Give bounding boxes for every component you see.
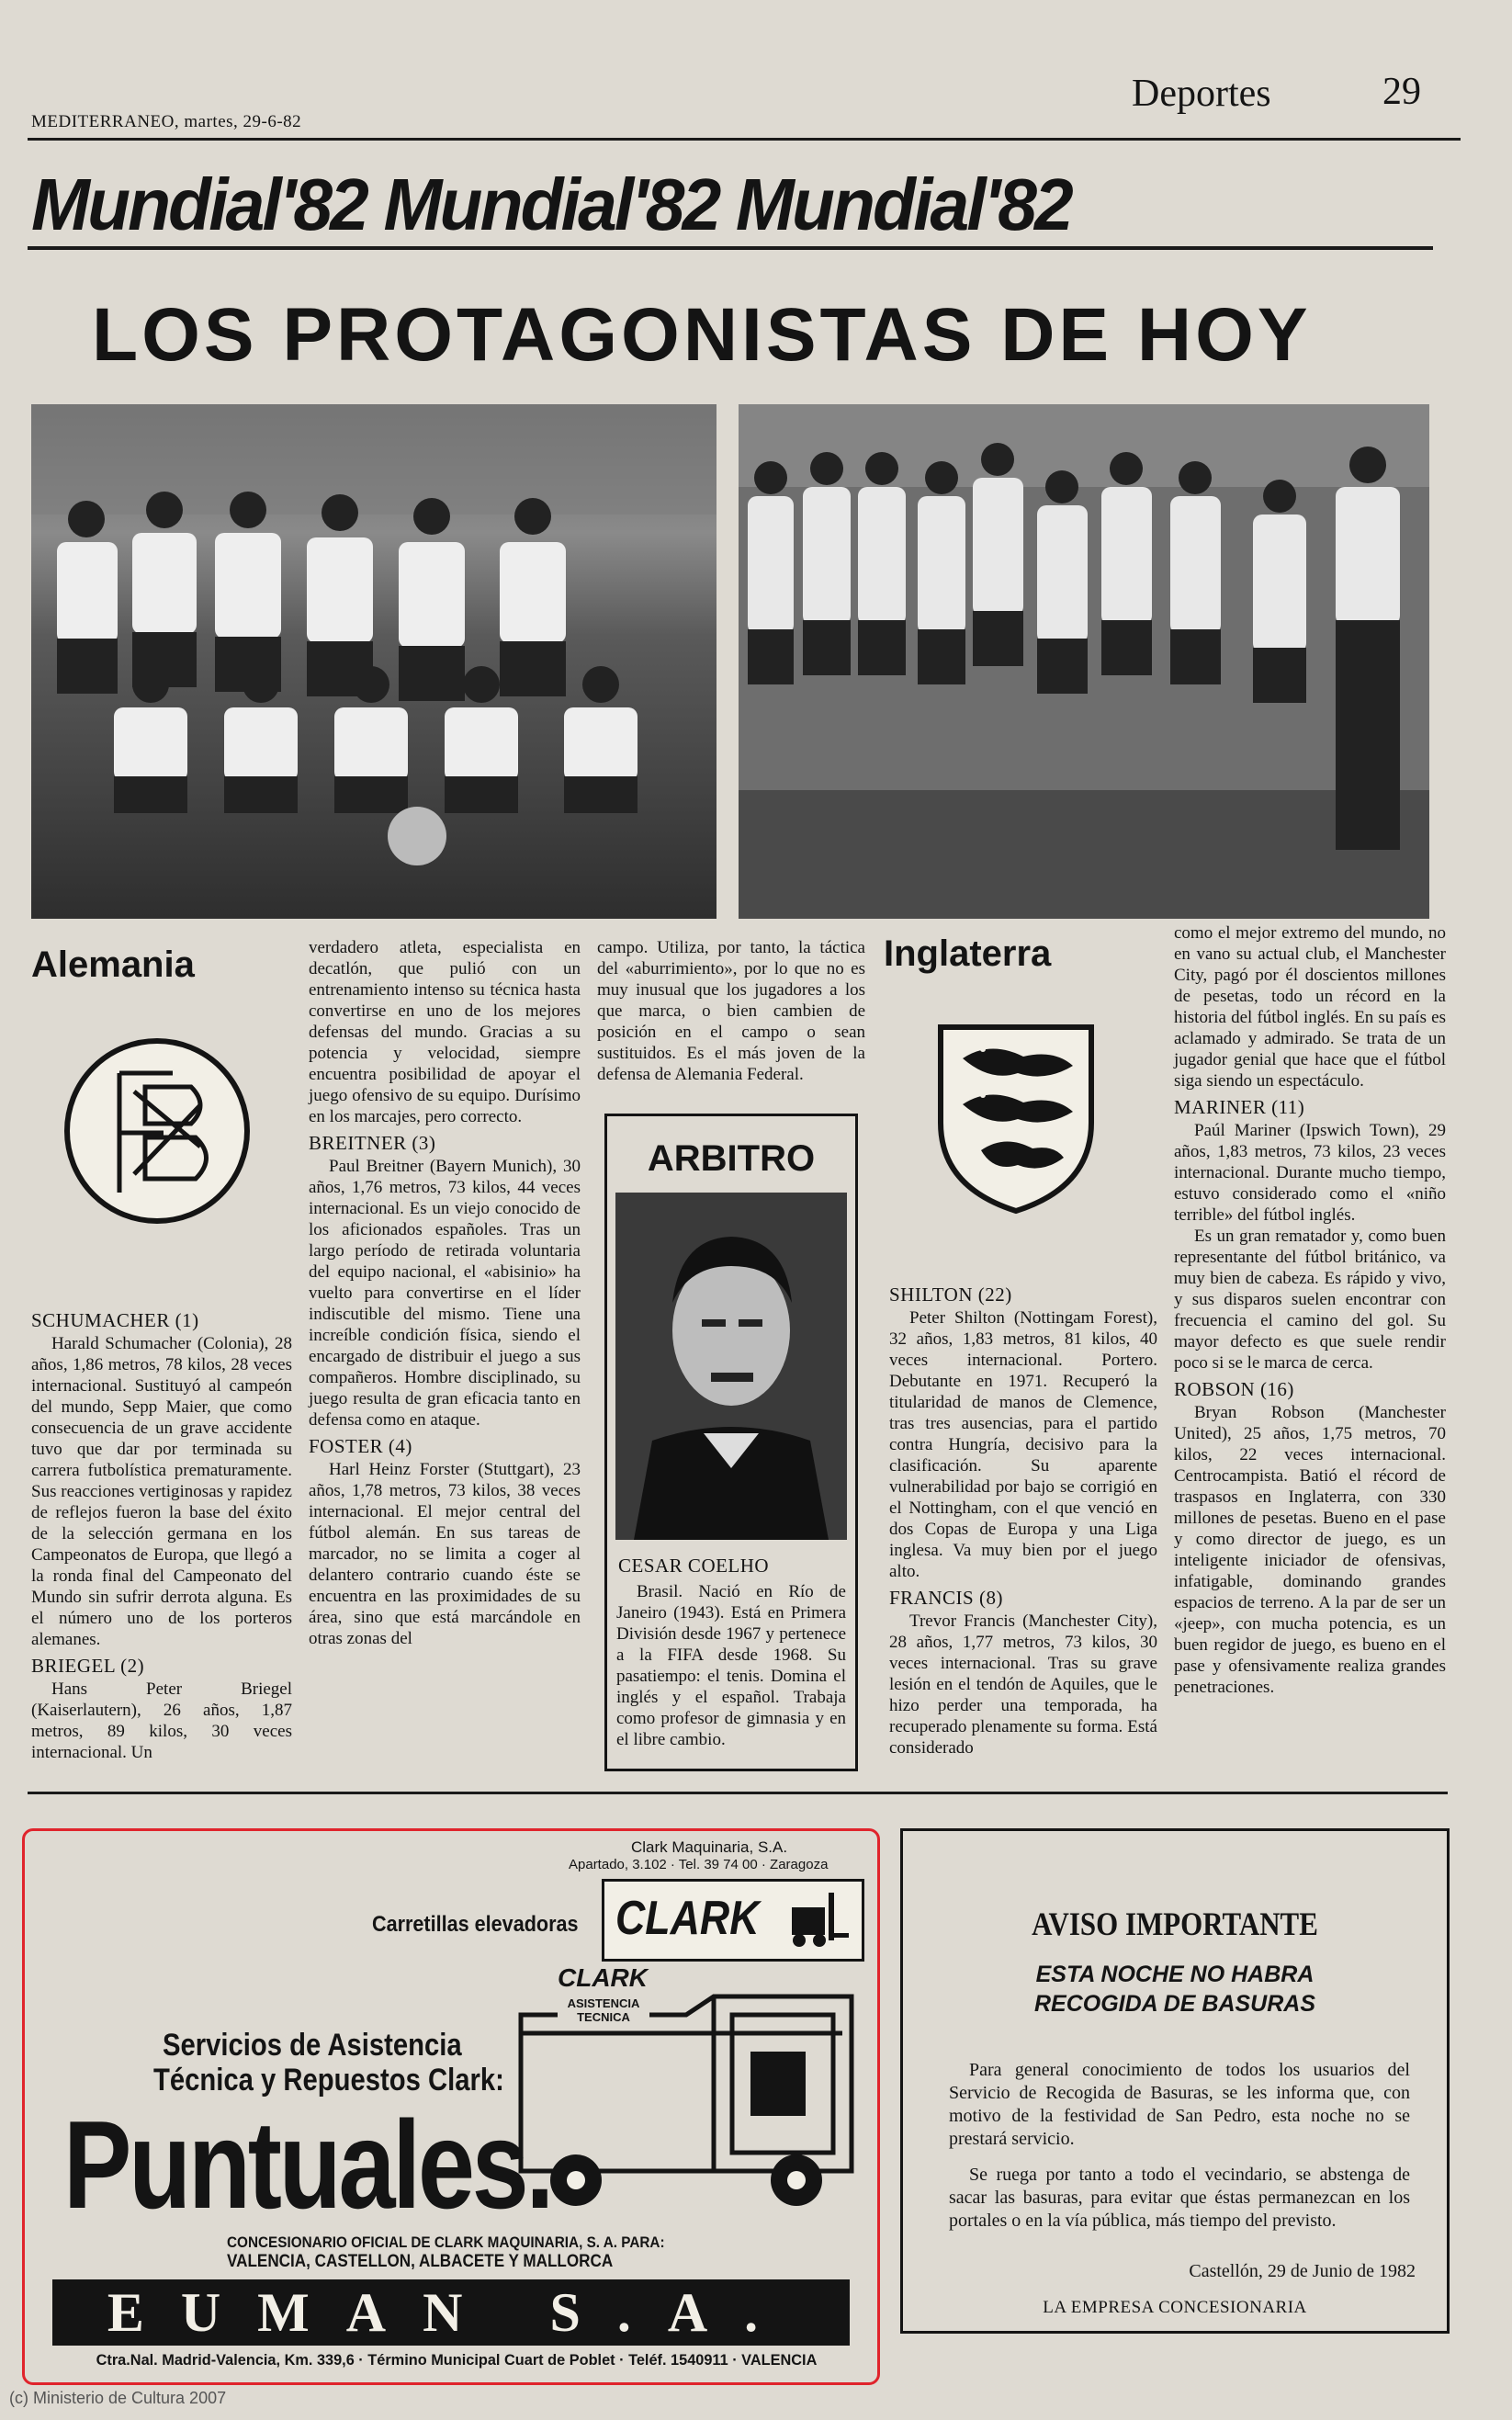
england-crest-icon xyxy=(935,1022,1097,1215)
alemania-column-3 xyxy=(597,937,865,1085)
player-heading: BREITNER (3) xyxy=(309,1132,436,1154)
truck-clark-logo: CLARK xyxy=(552,1963,653,1993)
services-line-2: Técnica y Repuestos Clark: xyxy=(153,2063,504,2098)
puntuales-slogan: Puntuales. xyxy=(63,2095,552,2234)
germany-team-illustration xyxy=(31,404,717,919)
paragraph: verdadero atleta, especialista en decatlón, que pulió con un entrenamiento intenso su técnica hasta convertirse en uno de los mejores defensas del mundo. Gracias a su potencia y velocidad, siempre encuentra posibilidad de apoyar el juego ofensivo de su equipo. Durísimo en los marcajes, pero correcto. xyxy=(309,938,581,1126)
aviso-date: Castellón, 29 de Junio de 1982 xyxy=(1189,2261,1416,2281)
england-team-illustration xyxy=(739,404,1429,919)
aviso-sub-1: ESTA NOCHE NO HABRA xyxy=(1035,1962,1315,1987)
concesionario-line-2: VALENCIA, CASTELLON, ALBACETE Y MALLORCA xyxy=(227,2252,614,2271)
clark-forklift-illustration xyxy=(502,1960,870,2217)
aviso-body xyxy=(949,2059,1410,2233)
paragraph: Peter Shilton (Nottingam Forest), 32 años, 1,83 metros, 81 kilos, 40 veces internacional. Portero. Debutante en 1971. Recuperó la titularidad de manos de Clemence, tras tres ausencias, para el partido contra Hungría, decisivo para la clasificación. Su aparente vulnerabilidad por bajo se corrigió en el Nottingham, con el que venció en dos Copas de Europa y una Liga inglesa. Va muy bien por el juego alto. xyxy=(889,1308,1157,1581)
aviso-box xyxy=(900,1828,1450,2334)
player-heading: BRIEGEL (2) xyxy=(31,1655,145,1677)
paragraph: como el mejor extremo del mundo, no en vano su actual club, el Manchester City, pagó por él doscientos millones de pesetas, todo un récord en la historia del fútbol inglés. En su país es aclamado y admirado. Se trata de un jugador genial que hace que el fútbol siga siendo un espectáculo. xyxy=(1174,923,1446,1091)
truck-asistencia: ASISTENCIA TECNICA xyxy=(558,1996,649,2024)
copyright: (c) Ministerio de Cultura 2007 xyxy=(9,2389,227,2407)
euman-name: EUMAN S.A. xyxy=(107,2282,795,2343)
clark-logo: CLARK xyxy=(615,1892,760,1945)
arbitro-paragraph: Brasil. Nació en Río de Janeiro (1943). Está en Primera División desde 1967 y pertenece a la FIFA desde 1968. Su pasatiempo: el tenis. Domina el inglés y el español. Trabaja como profesor de gimnasia y en el libre cambio. xyxy=(616,1582,846,1749)
inglaterra-column-2 xyxy=(1174,922,1446,1698)
paragraph: Paúl Mariner (Ipswich Town), 29 años, 1,83 metros, 73 kilos, 23 veces internacional. Durante mucho tiempo, estuvo considerado como el «niño terrible» del fútbol inglés. xyxy=(1174,1121,1446,1225)
footer-rule xyxy=(28,1792,1448,1794)
inglaterra-title: Inglaterra xyxy=(884,933,1052,974)
paragraph: Es un gran rematador y, como buen representante del fútbol británico, va muy bien de cabeza. Es rápido y vivo, y sus disparos suelen encontrar con frecuencia el camino del gol. Su mayor defecto es que suele rendir poco si se le marca de cerca. xyxy=(1174,1227,1446,1373)
paragraph: campo. Utiliza, por tanto, la táctica del «aburrimiento», por lo que no es muy inusual que los jugadores a los que marca, o bien cambien de posición en el campo o sean sustituidos. Es el más joven de la defensa de Alemania Federal. xyxy=(597,938,865,1084)
arbitro-text xyxy=(616,1581,846,1750)
player-heading: MARINER (11) xyxy=(1174,1096,1305,1118)
forklift-icon xyxy=(784,1889,849,1948)
header-dateline: MEDITERRANEO, martes, 29-6-82 xyxy=(31,112,302,131)
page-headline: LOS PROTAGONISTAS DE HOY xyxy=(92,293,1312,377)
arbitro-title: ARBITRO xyxy=(647,1138,816,1179)
player-heading: ROBSON (16) xyxy=(1174,1378,1294,1400)
paragraph: Harl Heinz Forster (Stuttgart), 23 años, 1,78 metros, 73 kilos, 38 veces internacional. El mejor central del fútbol alemán. En sus tareas de marcador, no se limita a coger al delantero contrario cuando éste se encuentra en las proximidades de su área, sino que está marcándole en otras zonas del xyxy=(309,1460,581,1648)
paragraph: Bryan Robson (Manchester United), 25 años, 1,75 metros, 70 kilos, 22 veces internacional. Centrocampista. Batió el récord de traspasos en Inglaterra, con 330 millones de pesetas. Bueno en el pase y como director de juego, es un inteligente iniciador de ofensivas, infatigable, dominando grandes espacios de terreno. A la par de ser un «jeep», con mucha potencia, es un buen regidor de juego, es bueno en el pase y ofensivamente realiza grandes penetraciones. xyxy=(1174,1403,1446,1697)
germany-team-photo xyxy=(31,404,717,919)
euman-banner xyxy=(52,2279,850,2346)
germany-crest-icon xyxy=(62,1036,252,1226)
alemania-title: Alemania xyxy=(31,944,195,985)
inglaterra-column-1 xyxy=(889,1279,1157,1758)
clark-address: Apartado, 3.102 · Tel. 39 74 00 · Zaragoza xyxy=(569,1857,829,1872)
aviso-sign: LA EMPRESA CONCESIONARIA xyxy=(1043,2298,1307,2317)
services-line-1: Servicios de Asistencia xyxy=(163,2028,462,2063)
clark-advertisement xyxy=(22,1828,880,2385)
paragraph: Harald Schumacher (Colonia), 28 años, 1,86 metros, 78 kilos, 28 veces internacional. Sustituyó al campeón del mundo, Sepp Maier, que como consecuencia de un grave accidente tuvo que dar por terminada su carrera futbolística prematuramente. Sus reacciones vertiginosas y rapidez de reflejos fueron la base del éxito de la selección germana en los Campeonatos de Europa, que llegó a la ronda final del Campeonato del Mundo sin sufrir derrota alguna. Es el número uno de los porteros alemanes. xyxy=(31,1334,292,1649)
paragraph: Paul Breitner (Bayern Munich), 30 años, 1,76 metros, 73 kilos, 44 veces internacional. Es un viejo conocido de los aficionados españoles. Tras un largo período de retirada voluntaria del equipo nacional, el «abisinio» ha vuelto para convertirse en el líder indiscutible del mismo. Tiene una increíble condición física, siendo el encargado de distribuir el juego a sus compañeros. Hombre disciplinado, su juego resulta de gran eficacia tanto en defensa como en ataque. xyxy=(309,1157,581,1430)
header-section: Deportes xyxy=(1132,73,1271,115)
clark-footer: Ctra.Nal. Madrid-Valencia, Km. 339,6 · Término Municipal Cuart de Poblet · Teléf. 1540911 · VALENCIA xyxy=(96,2351,818,2369)
concesionario-line-1: CONCESIONARIO OFICIAL DE CLARK MAQUINARIA, S. A. PARA: xyxy=(227,2233,665,2251)
clark-logo-box xyxy=(602,1879,864,1962)
player-heading: SCHUMACHER (1) xyxy=(31,1309,199,1331)
page-number: 29 xyxy=(1382,71,1421,113)
arbitro-box xyxy=(604,1114,858,1771)
referee-portrait xyxy=(615,1193,847,1540)
arbitro-name: CESAR COELHO xyxy=(618,1555,770,1577)
england-crest xyxy=(935,1022,1097,1215)
player-heading: FRANCIS (8) xyxy=(889,1587,1003,1609)
germany-crest xyxy=(62,1036,252,1226)
aviso-sub-2: RECOGIDA DE BASURAS xyxy=(1033,1991,1316,2017)
clark-company: Clark Maquinaria, S.A. xyxy=(631,1838,788,1856)
banner-rule xyxy=(28,246,1433,250)
referee-portrait-illustration xyxy=(615,1193,847,1540)
alemania-column-2 xyxy=(309,937,581,1649)
aviso-paragraph-2: Se ruega por tanto a todo el vecindario, se abstenga de sacar las basuras, para evitar que éstas permanezcan en los portales o en la vía pública, más tiempo del previsto. xyxy=(949,2165,1410,2231)
aviso-title: AVISO IMPORTANTE xyxy=(1032,1905,1318,1942)
player-heading: FOSTER (4) xyxy=(309,1435,412,1457)
aviso-paragraph-1: Para general conocimiento de todos los usuarios del Servicio de Recogida de Basuras, se les informa que, con motivo de la festividad de San Pedro, esta noche no se prestará servicio. xyxy=(949,2060,1410,2149)
carretillas-label: Carretillas elevadoras xyxy=(372,1912,579,1937)
paragraph: Trevor Francis (Manchester City), 28 años, 1,77 metros, 73 kilos, 30 veces internacional. Tras su grave lesión en el tendón de Aquiles, que le hizo perder una temporada, ha recuperado plenamente su forma. Está considerado xyxy=(889,1611,1157,1758)
mundial-banner: Mundial'82 Mundial'82 Mundial'82 xyxy=(31,164,1071,245)
england-team-photo xyxy=(739,404,1429,919)
player-heading: SHILTON (22) xyxy=(889,1284,1012,1306)
header-rule xyxy=(28,138,1461,141)
paragraph: Hans Peter Briegel (Kaiserlautern), 26 años, 1,87 metros, 89 kilos, 30 veces internacional. Un xyxy=(31,1679,292,1762)
alemania-column-1 xyxy=(31,1305,292,1763)
